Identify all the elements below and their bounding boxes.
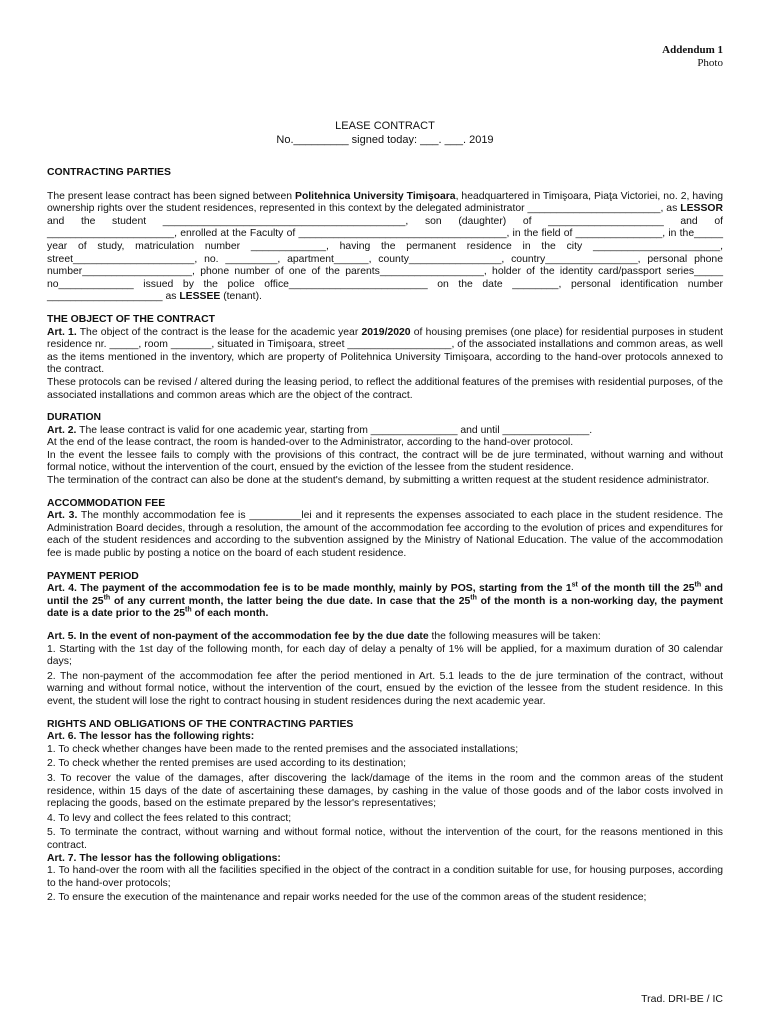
duration-paragraph-4: The termination of the contract can also be done at the student's demand, by submitting a written request at the student residence administrator.	[47, 475, 710, 487]
article-5-item-2: 2. The non-payment of the accommodation fee after the period mentioned in Art. 5.1 leads to the de jure termination of the contract, without warning and without formal notice, without the intervention of the court, ensued by the eviction of the lessee from the student residence. In this event, the student will lose the right to contract housing in student residences during the next academic year.	[47, 670, 723, 707]
contract-title: LEASE CONTRACT	[335, 120, 435, 132]
addendum-header	[662, 44, 723, 70]
section-heading-duration: DURATION	[47, 412, 102, 424]
article-6-heading: Art. 6. The lessor has the following rights:	[47, 731, 255, 743]
article-1: Art. 1. The object of the contract is the lease for the academic year 2019/2020 of housing premises (one place) for residential purposes in student residence nr. _____, room _______, situated in Timişoara, street __________________, of the associated installations and common areas, as well as the items mentioned in the inventory, which are property of Politehnica University Timişoara, according to the hand-over protocols annexed to the contract.	[47, 326, 723, 376]
article-7-item-1: 1. To hand-over the room with all the facilities specified in the object of the contract in a condition suitable for use, for housing purposes, according to the hand-over protocols;	[47, 865, 723, 889]
section-heading-object: THE OBJECT OF THE CONTRACT	[47, 313, 215, 325]
object-paragraph-2: These protocols can be revised / altered during the leasing period, to reflect the additional features of the premises with residential purposes, of the associated installations and common areas which are the object of the contract.	[47, 376, 723, 401]
article-6-item-2: 2. To check whether the rented premises are used according to its destination;	[47, 758, 407, 770]
article-3: Art. 3. The monthly accommodation fee is _________lei and it represents the expenses associated to each place in the student residence. The Administration Board decides, through a resolution, the amount of the accommodation fee according to the evolution of prices and expenditures for each of the student residences and according to the subvention assigned by the Ministry of National Education. The value of the accommodation fee is made public by posting a notice on the board of each student residence.	[47, 510, 723, 560]
article-5: Art. 5. In the event of non-payment of the accommodation fee by the due date the following measures will be taken:	[47, 631, 601, 642]
footer-reference: Trad. DRI-BE / IC	[641, 993, 723, 1005]
contract-body	[47, 167, 723, 905]
duration-paragraph-2: At the end of the lease contract, the room is handed-over to the Administrator, according to the hand-over protocol.	[47, 437, 574, 449]
article-2: Art. 2. The lease contract is valid for one academic year, starting from _______________ and until _______________.	[47, 424, 593, 436]
article-6-item-3: 3. To recover the value of the damages, after discovering the lack/damage of the items in the room and the common areas of the student residence, within 15 days of the date of ascertaining these damages, by cashing in the value of those goods and of the labor costs involved in replacing the goods, based on the estimate prepared by the lessor's representatives;	[47, 772, 723, 810]
article-5-item-1: 1. Starting with the 1st day of the following month, for each day of delay a penalty of 1% will be applied, for a maximum duration of 30 calendar days;	[47, 643, 723, 668]
article-6-item-1: 1. To check whether changes have been made to the rented premises and the associated installations;	[47, 743, 519, 755]
article-4: Art. 4. The payment of the accommodation fee is to be made monthly, mainly by POS, starting from the 1st of the month till the 25th and until the 25th of any current month, the latter being the due date. In case that the 25th of the month is a non-working day, the payment date is a date prior to the 25th of each month.	[47, 581, 723, 620]
duration-paragraph-3: In the event the lessee fails to comply with the provisions of this contract, the contract will be de jure terminated, without warning and without formal notice, without the intervention of the court, ensued by the eviction of the lessee from the student residence.	[47, 449, 723, 474]
section-heading-rights: RIGHTS AND OBLIGATIONS OF THE CONTRACTING PARTIES	[47, 718, 354, 730]
section-heading-fee: ACCOMMODATION FEE	[47, 497, 166, 509]
section-heading-payment: PAYMENT PERIOD	[47, 570, 139, 582]
article-6-item-4: 4. To levy and collect the fees related to this contract;	[47, 812, 292, 824]
addendum-label: Addendum 1	[662, 44, 723, 56]
article-7-item-2: 2. To ensure the execution of the maintenance and repair works needed for the use of the common areas of the student residence;	[47, 892, 647, 904]
contract-title-block	[0, 119, 770, 147]
article-6-item-5: 5. To terminate the contract, without warning and without formal notice, without the intervention of the court, for the reasons mentioned in this contract.	[47, 827, 723, 851]
parties-paragraph: The present lease contract has been signed between Politehnica University Timişoara, headquartered in Timişoara, Piaţa Victoriei, no. 2, having ownership rights over the student residences, represented in this context by the delegated administrator _______________________, as LESSOR and the student __________________________________________, son (daughter) of ____________________ and of ______________________, enrolled at the Faculty of ____________________________________, in the field of _______________, in the_____ year of study, matriculation number _____________, having the permanent residence in the city ______________________, street_____________________, no. _________, apartment______, county________________, country________________, personal phone number___________________, phone number of one of the parents__________________, holder of the identity card/passport series_____ no_____________ issued by the police office________________________ on the date ________, personal identification number ____________________ as LESSEE (tenant).	[47, 190, 723, 303]
contract-number-line: No._________ signed today: ___. ___. 2019	[276, 134, 494, 146]
section-heading-parties: CONTRACTING PARTIES	[47, 167, 171, 178]
photo-label: Photo	[697, 57, 723, 69]
article-7-heading: Art. 7. The lessor has the following obligations:	[47, 852, 281, 864]
